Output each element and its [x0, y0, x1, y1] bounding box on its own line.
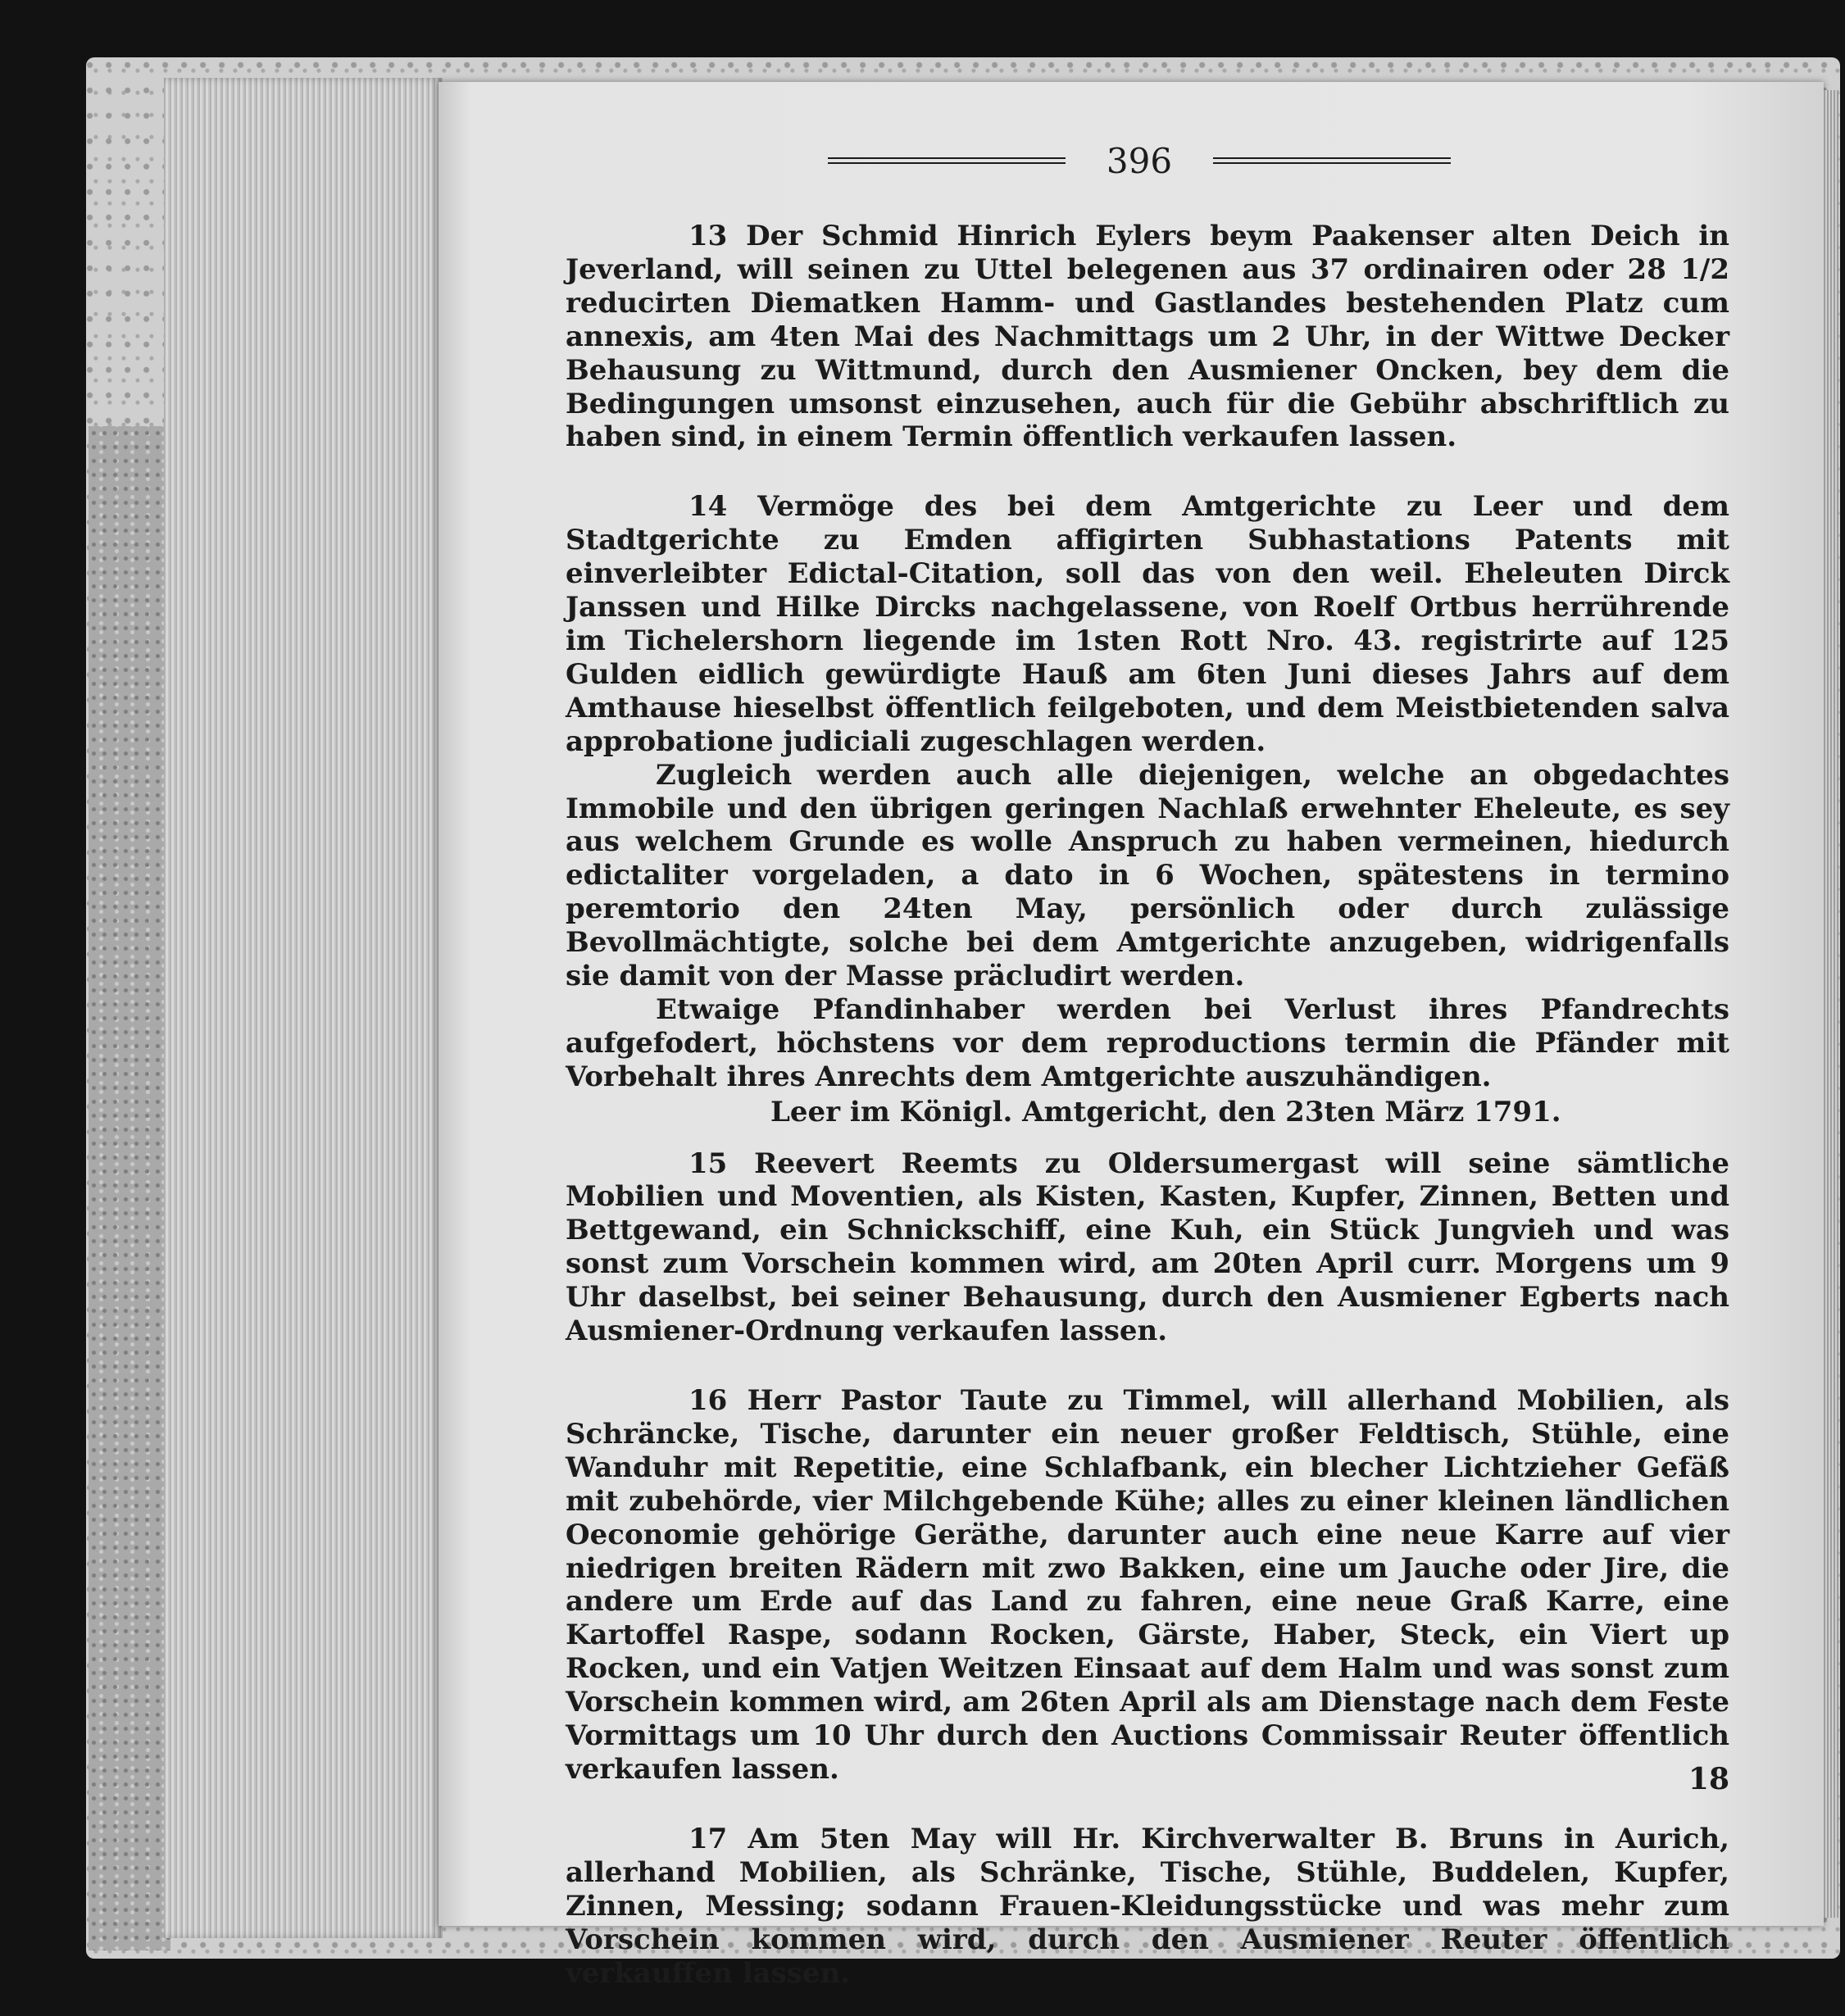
notice-paragraph: 14 Vermöge des bei dem Amtgerichte zu Leer und dem Stadtgerichte zu Emden affigirten Subhastations Patents mit einverleibter Edictal-Citation, soll das von den weil. Eheleuten Dirck Janssen und Hilke Dircks nachgelassene, von Roelf Ortbus herrührende im Tichelershorn liegende im 1sten Rott Nro. 43. registrirte auf 125 Gulden eidlich gewürdigte Hauß am 6ten Juni dieses Jahrs auf dem Amthause hieselbst öffentlich feilgeboten, und dem Meistbietenden salva approbatione judiciali zugeschlagen werden. [566, 490, 1729, 758]
page-body [566, 220, 1729, 2016]
notice-14 [566, 490, 1729, 1128]
notice-17 [566, 1823, 1729, 1991]
notice-paragraph: 15 Reevert Reemts zu Oldersumergast will seine sämtliche Mobilien und Moventien, als Kisten, Kasten, Kupfer, Zinnen, Betten und Bettgewand, ein Schnickschiff, eine Kuh, ein Stück Jungvieh und was sonst zum Vorschein kommen wird, am 20ten April curr. Morgens um 9 Uhr daselbst, bei seiner Behausung, durch den Ausmiener Egberts nach Ausmiener-Ordnung verkaufen lassen. [566, 1146, 1729, 1348]
notice-paragraph: Etwaige Pfandinhaber werden bei Verlust ihres Pfandrechts aufgefodert, höchstens vor dem reproductions termin die Pfänder mit Vorbehalt ihres Anrechts dem Amtgerichte auszuhändigen. [566, 992, 1729, 1093]
page-edges [164, 78, 443, 1938]
notice-paragraph: 13 Der Schmid Hinrich Eylers beym Paakenser alten Deich in Jeverland, will seinen zu Uttel belegenen aus 37 ordinairen oder 28 1/2 reducirten Diematken Hamm- und Gastlandes bestehenden Platz cum annexis, am 4ten Mai des Nachmittags um 2 Uhr, in der Wittwe Decker Behausung zu Wittmund, durch den Ausmiener Oncken, bey dem die Bedingungen umsonst einzusehen, auch für die Gebühr abschriftlich zu haben sind, in einem Termin öffentlich verkaufen lassen. [566, 220, 1729, 454]
notice-paragraph: Zugleich werden auch alle diejenigen, welche an obgedachtes Immobile und den übrigen geringen Nachlaß erwehnter Eheleute, es sey aus welchem Grunde es wolle Anspruch zu haben vermeinen, hiedurch edictaliter vorgeladen, a dato in 6 Wochen, spätestens in termino peremtorio den 24ten May, persönlich oder durch zulässige Bevollmächtigte, solche bei dem Amtgerichte anzugeben, widrigenfalls sie damit von der Masse präcludirt werden. [566, 758, 1729, 993]
notice-15 [566, 1147, 1729, 1348]
notice-signature: Leer im Königl. Amtgericht, den 23ten März 1791. [770, 1095, 1561, 1128]
notice-paragraph: 16 Herr Pastor Taute zu Timmel, will allerhand Mobilien, als Schräncke, Tische, darunter ein neuer großer Feldtisch, Stühle, eine Wanduhr mit Repetitie, eine Schlafbank, ein blecher Lichtzieher Gefäß mit zubehörde, vier Milchgebende Kühe; alles zu einer kleinen ländlichen Oeconomie gehörige Geräthe, darunter auch eine neue Karre auf vier niedrigen breiten Rädern mit zwo Bakken, eine um Jauche oder Jire, die andere um Erde auf das Land zu fahren, eine neue Graß Karre, eine Kartoffel Raspe, sodann Rocken, Gärste, Haber, Steck, ein Viert up Rocken, und ein Vatjen Weitzen Einsaat auf dem Halm und was sonst zum Vorschein kommen wird, am 26ten April als am Dienstage nach dem Feste Vormittags um 10 Uhr durch den Auctions Commissair Reuter öffentlich verkaufen lassen. [566, 1384, 1729, 1786]
catchword: 18 [1688, 1762, 1729, 1796]
right-page-edge [1824, 90, 1838, 1918]
page-number: 396 [1106, 141, 1173, 181]
notice-13 [566, 220, 1729, 454]
page-header [828, 141, 1451, 182]
header-rule-right [1213, 157, 1451, 164]
notice-16 [566, 1384, 1729, 1787]
notice-paragraph: 17 Am 5ten May will Hr. Kirchverwalter B. Bruns in Aurich, allerhand Mobilien, als Schränke, Tische, Stühle, Buddelen, Kupfer, Zinnen, Messing; sodann Frauen-Kleidungsstücke und was mehr zum Vorschein kommen wird, durch den Ausmiener Reuter öffentlich verkauffen lassen. [566, 1822, 1729, 1990]
header-rule-left [828, 157, 1066, 164]
worn-binding [89, 426, 170, 1950]
